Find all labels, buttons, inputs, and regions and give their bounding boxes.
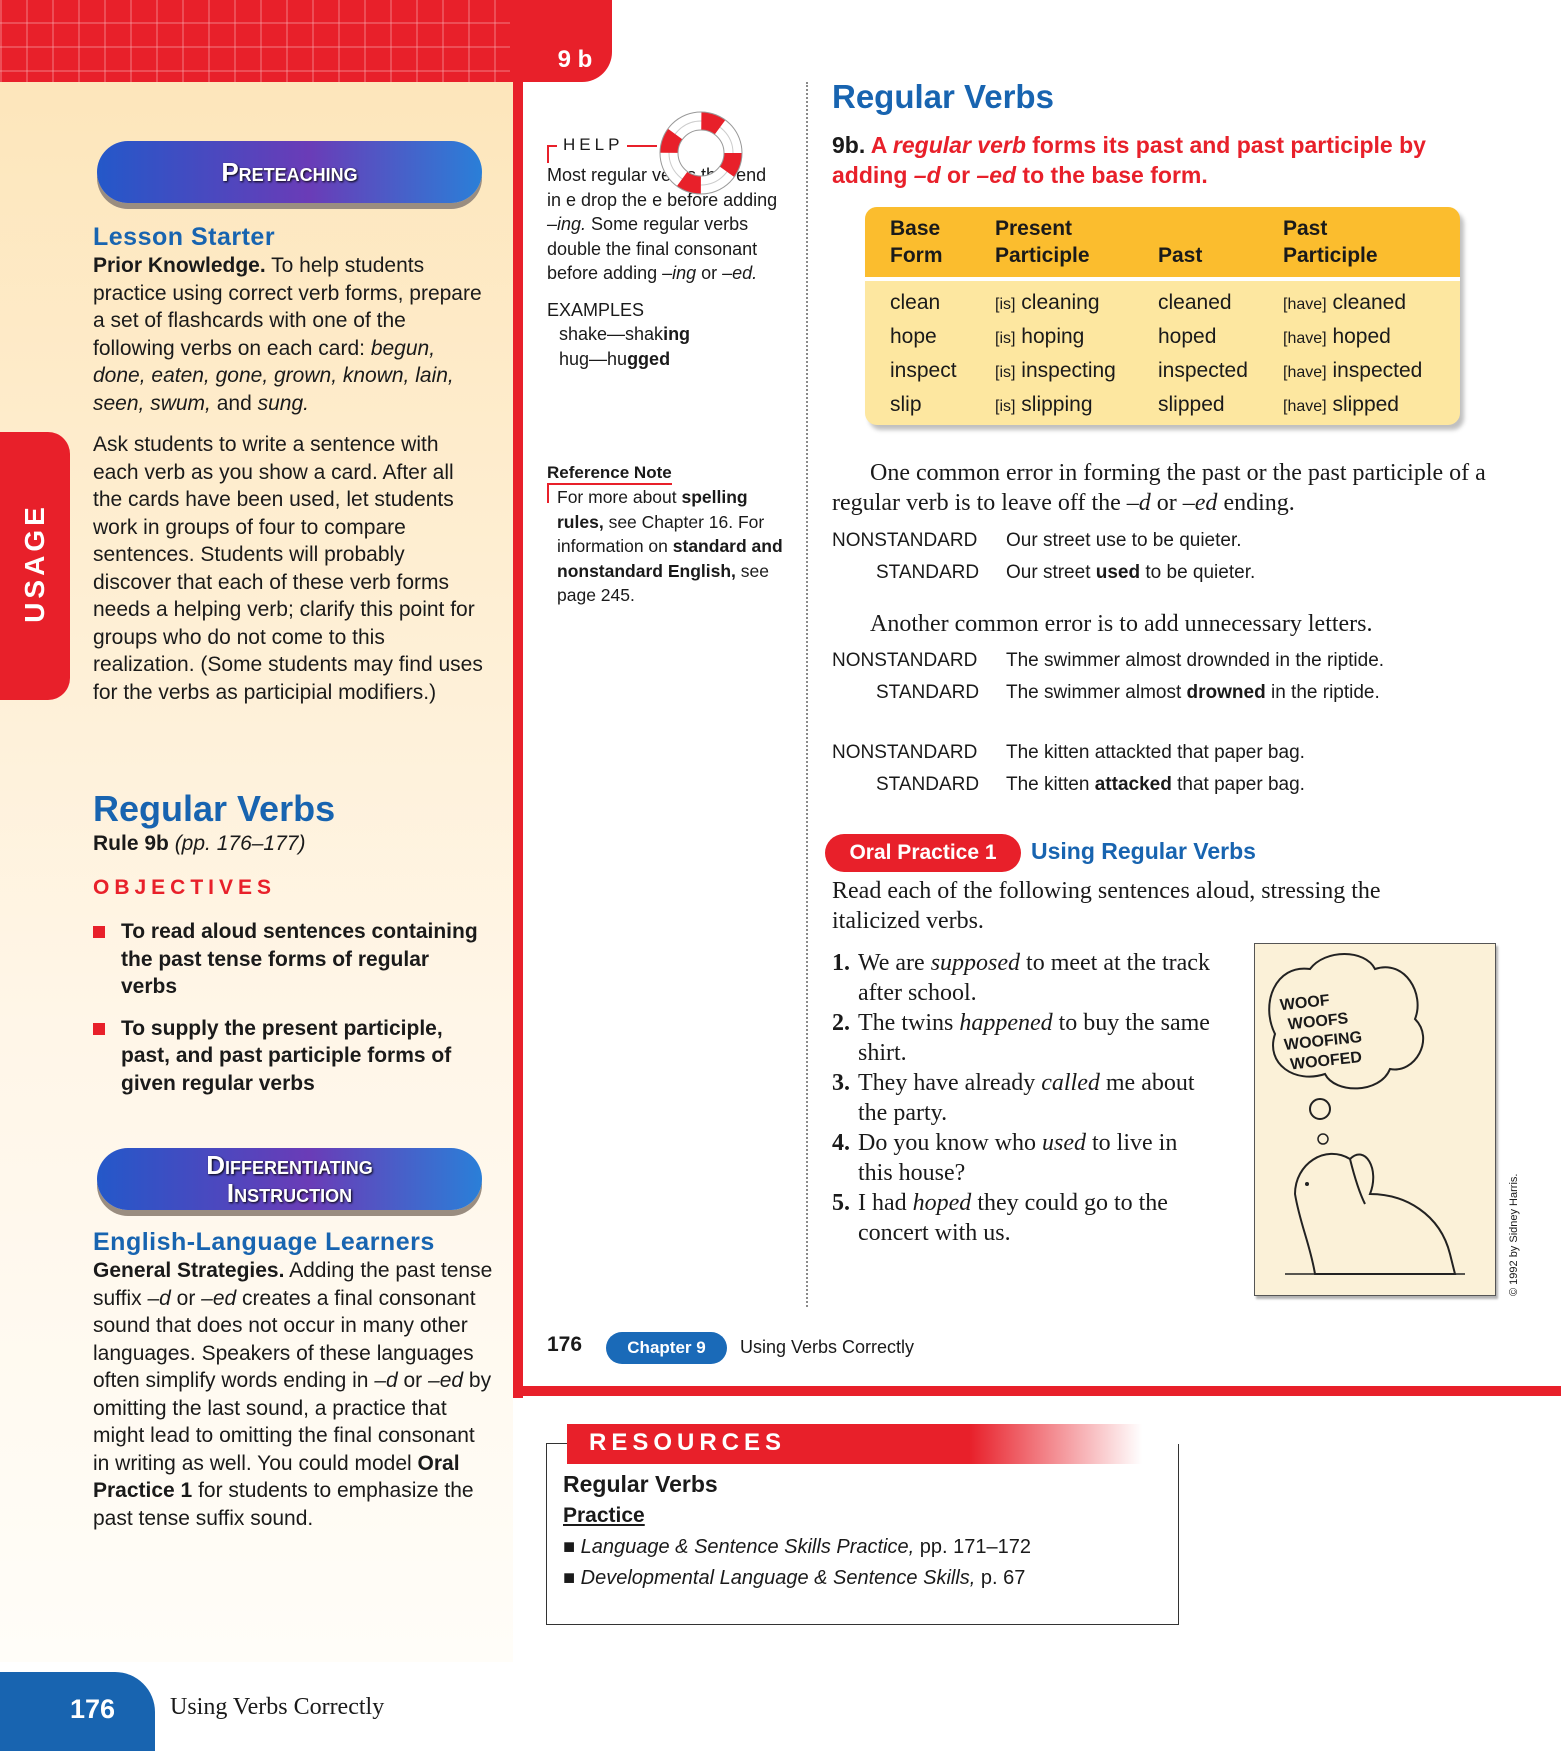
example-nonstandard: NONSTANDARD Our street use to be quieter. xyxy=(832,530,1242,551)
cell-present-participle: [is] cleaning xyxy=(995,291,1100,314)
activity-paragraph: Ask students to write a sentence with each verb as you show a card. After all the cards have been used, let students work in groups of four to compare sentences. Students will probably discover that each of these verb forms needs a helping verb; clarify this point for groups who do not come to this realization. (Some students may find uses for the verbs as participial modifiers.) xyxy=(93,433,483,704)
cell-base: hope xyxy=(890,325,937,348)
practice-sentence: 3. They have already called me about the party. xyxy=(832,1070,1195,1126)
preteaching-banner: Preteaching xyxy=(97,141,482,203)
cell-past: inspected xyxy=(1158,359,1248,382)
example-nonstandard: NONSTANDARD The kitten attackted that paper bag. xyxy=(832,742,1305,763)
cell-base: clean xyxy=(890,291,941,314)
differentiating-banner: Differentiating Instruction xyxy=(97,1148,482,1210)
objectives-list xyxy=(93,918,483,1097)
section-tag: 9 b xyxy=(557,46,593,73)
resource-item: ■ Developmental Language & Sentence Skills, p. 67 xyxy=(563,1567,1026,1589)
paragraph-error-1: One common error in forming the past or the past participle of a regular verb is to leave off the –d or –ed ending. xyxy=(832,460,1486,516)
usage-label: USAGE xyxy=(19,503,50,623)
usage-tab xyxy=(0,432,70,700)
oral-practice-title: Using Regular Verbs xyxy=(1031,838,1256,864)
reference-note-label: Reference Note xyxy=(547,463,672,485)
practice-sentence: 4. Do you know who used to live in this house? xyxy=(832,1130,1178,1186)
page-footer-title: Using Verbs Correctly xyxy=(170,1694,385,1720)
cell-past-participle: [have] slipped xyxy=(1283,393,1399,416)
example-standard: STANDARD The swimmer almost drowned in the riptide. xyxy=(876,682,1380,703)
practice-sentence: 1. We are supposed to meet at the track after school. xyxy=(832,950,1210,1006)
help-example: shake—shaking xyxy=(559,324,691,344)
cartoon-copyright: © 1992 by Sidney Harris. xyxy=(1508,1173,1520,1296)
ell-heading: English-Language Learners xyxy=(93,1228,435,1256)
practice-sentences xyxy=(832,948,1217,1248)
reference-note-text: For more about spelling rules, see Chapter 16. For information on standard and nonstandard English, see page 245. xyxy=(557,487,783,605)
general-strategies-paragraph: General Strategies. Adding the past tense suffix –d or –ed creates a final consonant sound that does not occur in many other languages. Speakers of these languages often simplify words ending in –d or –ed by omitting the last sound, a practice that might lead to omitting the final consonant in writing as well. You could model Oral Practice 1 for students to emphasize the past tense suffix sound. xyxy=(93,1259,493,1530)
cell-present-participle: [is] slipping xyxy=(995,393,1093,416)
page-red-rule xyxy=(513,82,523,1398)
example-nonstandard: NONSTANDARD The swimmer almost drownded in the riptide. xyxy=(832,650,1385,671)
page-number-corner xyxy=(0,1672,155,1751)
practice-sentence: 5. I had hoped they could go to the concert with us. xyxy=(832,1190,1168,1246)
examples-label: EXAMPLES xyxy=(547,299,645,320)
verb-forms-table xyxy=(865,207,1460,425)
help-label: HELP xyxy=(563,135,624,154)
oral-practice-instructions: Read each of the following sentences aloud, stressing the italicized verbs. xyxy=(832,878,1381,934)
practice-sentence: 2. The twins happened to buy the same shirt. xyxy=(832,1010,1210,1066)
cell-past-participle: [have] hoped xyxy=(1283,325,1391,348)
table-header: Present Participle xyxy=(995,217,1090,267)
help-header xyxy=(547,125,782,163)
resources-band xyxy=(567,1424,1142,1464)
resource-item: ■ Language & Sentence Skills Practice, pp. 171–172 xyxy=(563,1536,1031,1558)
top-red-band xyxy=(0,0,612,82)
resources-label: RESOURCES xyxy=(589,1429,787,1456)
example-standard: STANDARD The kitten attacked that paper bag. xyxy=(876,774,1305,795)
page-number: 176 xyxy=(70,1694,116,1724)
table-header: Past xyxy=(1158,244,1203,267)
example-standard: STANDARD Our street used to be quieter. xyxy=(876,562,1256,583)
cell-past-participle: [have] cleaned xyxy=(1283,291,1406,314)
life-ring-icon xyxy=(659,111,743,195)
cell-present-participle: [is] hoping xyxy=(995,325,1085,348)
cell-past: hoped xyxy=(1158,325,1217,348)
objective-item: To supply the present participle, past, and past participle forms of given regular verbs xyxy=(93,1015,483,1098)
prior-knowledge-paragraph: Prior Knowledge. To help students practice using correct verb forms, prepare a set of flashcards with one of the following verbs on each card: begun, done, eaten, gone, grown, known, lain, seen, swum, and sung. xyxy=(93,254,482,415)
help-example: hug—hugged xyxy=(559,348,671,369)
rule-statement: 9b. A regular verb forms its past and past participle by adding –d or –ed to the base form. xyxy=(832,132,1426,188)
table-header: Base Form xyxy=(890,217,943,267)
column-divider xyxy=(806,82,808,1307)
cell-present-participle: [is] inspecting xyxy=(995,359,1116,382)
cartoon-woofs: WOOF WOOFS WOOFING WOOFED xyxy=(1279,992,1363,1074)
student-footer-title: Using Verbs Correctly xyxy=(740,1337,915,1357)
oral-practice-badge: Oral Practice 1 xyxy=(825,834,1021,872)
help-text: Most regular verbs that end in e drop the e before adding –ing. Some regular verbs double the final consonant before adding –ing or –ed. xyxy=(547,165,778,283)
objectives-heading: OBJECTIVES xyxy=(93,876,277,899)
objective-item: To read aloud sentences containing the past tense forms of regular verbs xyxy=(93,918,483,1001)
cell-past: slipped xyxy=(1158,393,1225,416)
resources-practice: Practice xyxy=(563,1504,645,1527)
cell-base: inspect xyxy=(890,359,957,382)
cell-past: cleaned xyxy=(1158,291,1232,314)
student-page-number: 176 xyxy=(547,1333,583,1356)
student-page-bottom-rule xyxy=(513,1386,1561,1396)
regular-verbs-title: Regular Verbs xyxy=(93,788,336,829)
resources-title: Regular Verbs xyxy=(563,1471,718,1497)
chapter-pill: Chapter 9 xyxy=(606,1332,727,1364)
rule-reference: Rule 9b (pp. 176–177) xyxy=(93,832,306,855)
paragraph-error-2: Another common error is to add unnecessary letters. xyxy=(870,611,1373,637)
main-title: Regular Verbs xyxy=(832,78,1054,115)
lesson-starter-heading: Lesson Starter xyxy=(93,223,276,251)
cell-past-participle: [have] inspected xyxy=(1283,359,1423,382)
dog-cartoon xyxy=(1254,943,1496,1296)
table-header: Past Participle xyxy=(1283,217,1378,267)
cell-base: slip xyxy=(890,393,922,416)
